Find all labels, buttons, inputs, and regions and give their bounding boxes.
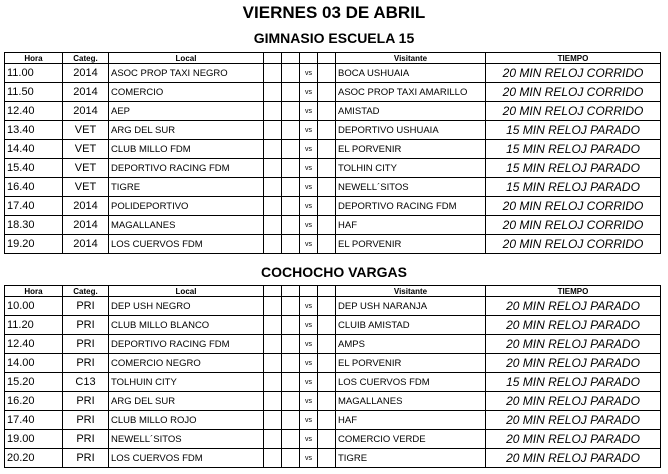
score-cell [318,159,336,178]
score-cell [282,297,300,316]
score-cell [282,235,300,254]
away-team: DEP USH NARANJA [336,297,486,316]
header-blank [300,286,318,297]
table-row [5,316,661,335]
score-cell [264,297,282,316]
score-cell [282,216,300,235]
match-time: 14.00 [5,354,63,373]
match-category: PRI [63,297,109,316]
score-cell [318,197,336,216]
match-category: C13 [63,373,109,392]
score-cell [282,449,300,468]
score-cell [264,316,282,335]
table-row [5,64,661,83]
versus-label: vs [300,216,318,235]
away-team: BOCA USHUAIA [336,64,486,83]
header-tiempo: TIEMPO [486,286,661,297]
away-team: DEPORTIVO USHUAIA [336,121,486,140]
versus-label: vs [300,121,318,140]
match-time: 20.20 [5,449,63,468]
home-team: TIGRE [109,178,264,197]
table-row [5,335,661,354]
table-row [5,235,661,254]
match-duration: 20 MIN RELOJ CORRIDO [486,102,661,121]
versus-label: vs [300,83,318,102]
score-cell [264,430,282,449]
away-team: DEPORTIVO RACING FDM [336,197,486,216]
match-category: PRI [63,316,109,335]
table-row [5,297,661,316]
score-cell [282,197,300,216]
home-team: ARG DEL SUR [109,392,264,411]
venue-title: GIMNASIO ESCUELA 15 [253,30,415,46]
venue-title: COCHOCHO VARGAS [261,264,407,280]
versus-label: vs [300,178,318,197]
home-team: MAGALLANES [109,216,264,235]
away-team: HAF [336,216,486,235]
table-header-row [5,286,661,297]
versus-label: vs [300,197,318,216]
match-duration: 20 MIN RELOJ CORRIDO [486,216,661,235]
score-cell [318,216,336,235]
score-cell [318,64,336,83]
match-category: PRI [63,430,109,449]
versus-label: vs [300,335,318,354]
match-category: VET [63,140,109,159]
match-duration: 20 MIN RELOJ PARADO [486,430,661,449]
away-team: EL PORVENIR [336,235,486,254]
match-duration: 20 MIN RELOJ PARADO [486,449,661,468]
header-blank [318,286,336,297]
score-cell [318,235,336,254]
versus-label: vs [300,297,318,316]
header-local: Local [109,53,264,64]
match-time: 17.40 [5,411,63,430]
page-title: VIERNES 03 DE ABRIL [242,3,426,22]
score-cell [282,102,300,121]
score-cell [282,354,300,373]
score-cell [318,178,336,197]
match-duration: 20 MIN RELOJ PARADO [486,411,661,430]
table-row [5,411,661,430]
header-blank [264,53,282,64]
match-time: 16.20 [5,392,63,411]
header-tiempo: TIEMPO [486,53,661,64]
score-cell [318,297,336,316]
match-time: 19.00 [5,430,63,449]
table-row [5,140,661,159]
table-row [5,216,661,235]
match-time: 11.00 [5,64,63,83]
header-hora: Hora [5,286,63,297]
match-duration: 20 MIN RELOJ CORRIDO [486,235,661,254]
table-row [5,392,661,411]
score-cell [264,354,282,373]
score-cell [318,335,336,354]
versus-label: vs [300,354,318,373]
score-cell [264,197,282,216]
score-cell [282,140,300,159]
schedule-table [4,52,661,254]
table-row [5,354,661,373]
away-team: COMERCIO VERDE [336,430,486,449]
table-row [5,197,661,216]
header-categ: Categ. [63,53,109,64]
versus-label: vs [300,411,318,430]
away-team: HAF [336,411,486,430]
header-blank [318,53,336,64]
table-row [5,83,661,102]
away-team: NEWELL´SITOS [336,178,486,197]
match-time: 12.40 [5,335,63,354]
header-categ: Categ. [63,286,109,297]
score-cell [282,159,300,178]
match-time: 15.20 [5,373,63,392]
match-time: 14.40 [5,140,63,159]
score-cell [264,373,282,392]
match-duration: 20 MIN RELOJ PARADO [486,335,661,354]
match-duration: 15 MIN RELOJ PARADO [486,159,661,178]
score-cell [264,392,282,411]
match-duration: 15 MIN RELOJ PARADO [486,140,661,159]
score-cell [282,411,300,430]
header-blank [300,53,318,64]
match-duration: 20 MIN RELOJ PARADO [486,316,661,335]
match-category: VET [63,121,109,140]
home-team: TOLHUIN CITY [109,373,264,392]
away-team: MAGALLANES [336,392,486,411]
score-cell [282,335,300,354]
match-category: 2014 [63,64,109,83]
score-cell [318,430,336,449]
home-team: CLUB MILLO FDM [109,140,264,159]
match-category: PRI [63,449,109,468]
score-cell [264,64,282,83]
score-cell [318,449,336,468]
table-row [5,102,661,121]
table-row [5,373,661,392]
table-row [5,178,661,197]
match-time: 12.40 [5,102,63,121]
header-blank [282,53,300,64]
away-team: TOLHIN CITY [336,159,486,178]
table-header-row [5,53,661,64]
home-team: AEP [109,102,264,121]
home-team: DEPORTIVO RACING FDM [109,159,264,178]
match-time: 16.40 [5,178,63,197]
score-cell [318,354,336,373]
score-cell [282,64,300,83]
score-cell [264,178,282,197]
versus-label: vs [300,140,318,159]
score-cell [318,316,336,335]
score-cell [318,140,336,159]
score-cell [282,121,300,140]
header-hora: Hora [5,53,63,64]
table-row [5,430,661,449]
match-category: PRI [63,392,109,411]
away-team: EL PORVENIR [336,140,486,159]
home-team: ARG DEL SUR [109,121,264,140]
match-category: PRI [63,335,109,354]
score-cell [264,449,282,468]
away-team: AMISTAD [336,102,486,121]
match-category: 2014 [63,83,109,102]
away-team: CLUIB AMISTAD [336,316,486,335]
header-visitante: Visitante [336,286,486,297]
match-duration: 20 MIN RELOJ PARADO [486,297,661,316]
versus-label: vs [300,449,318,468]
match-category: 2014 [63,102,109,121]
match-category: 2014 [63,235,109,254]
score-cell [318,373,336,392]
versus-label: vs [300,430,318,449]
away-team: EL PORVENIR [336,354,486,373]
header-blank [264,286,282,297]
table-row [5,159,661,178]
score-cell [264,335,282,354]
match-duration: 20 MIN RELOJ CORRIDO [486,197,661,216]
match-time: 18.30 [5,216,63,235]
match-category: 2014 [63,197,109,216]
away-team: ASOC PROP TAXI AMARILLO [336,83,486,102]
header-local: Local [109,286,264,297]
score-cell [282,430,300,449]
versus-label: vs [300,316,318,335]
score-cell [264,411,282,430]
score-cell [318,121,336,140]
home-team: ASOC PROP TAXI NEGRO [109,64,264,83]
score-cell [264,140,282,159]
score-cell [318,102,336,121]
match-duration: 20 MIN RELOJ PARADO [486,354,661,373]
match-category: PRI [63,411,109,430]
versus-label: vs [300,235,318,254]
table-row [5,449,661,468]
header-visitante: Visitante [336,53,486,64]
match-duration: 15 MIN RELOJ PARADO [486,373,661,392]
score-cell [264,121,282,140]
score-cell [318,392,336,411]
home-team: LOS CUERVOS FDM [109,235,264,254]
away-team: LOS CUERVOS FDM [336,373,486,392]
match-category: 2014 [63,216,109,235]
match-time: 10.00 [5,297,63,316]
match-duration: 15 MIN RELOJ PARADO [486,178,661,197]
score-cell [264,159,282,178]
versus-label: vs [300,373,318,392]
match-time: 15.40 [5,159,63,178]
score-cell [282,178,300,197]
header-blank [282,286,300,297]
score-cell [318,83,336,102]
score-cell [282,83,300,102]
versus-label: vs [300,64,318,83]
score-cell [264,235,282,254]
home-team: CLUB MILLO BLANCO [109,316,264,335]
home-team: COMERCIO NEGRO [109,354,264,373]
score-cell [282,373,300,392]
table-row [5,121,661,140]
away-team: AMPS [336,335,486,354]
score-cell [318,411,336,430]
score-cell [282,392,300,411]
score-cell [264,102,282,121]
score-cell [282,316,300,335]
match-duration: 20 MIN RELOJ CORRIDO [486,83,661,102]
home-team: CLUB MILLO ROJO [109,411,264,430]
score-cell [264,83,282,102]
match-duration: 20 MIN RELOJ CORRIDO [486,64,661,83]
score-cell [264,216,282,235]
match-category: VET [63,178,109,197]
match-duration: 20 MIN RELOJ PARADO [486,392,661,411]
match-time: 17.40 [5,197,63,216]
match-time: 11.20 [5,316,63,335]
match-time: 19.20 [5,235,63,254]
match-time: 13.40 [5,121,63,140]
match-duration: 15 MIN RELOJ PARADO [486,121,661,140]
match-time: 11.50 [5,83,63,102]
home-team: LOS CUERVOS FDM [109,449,264,468]
versus-label: vs [300,102,318,121]
versus-label: vs [300,392,318,411]
home-team: POLIDEPORTIVO [109,197,264,216]
match-category: PRI [63,354,109,373]
home-team: DEPORTIVO RACING FDM [109,335,264,354]
schedule-table [4,285,661,468]
home-team: DEP USH NEGRO [109,297,264,316]
home-team: NEWELL´SITOS [109,430,264,449]
home-team: COMERCIO [109,83,264,102]
away-team: TIGRE [336,449,486,468]
versus-label: vs [300,159,318,178]
match-category: VET [63,159,109,178]
